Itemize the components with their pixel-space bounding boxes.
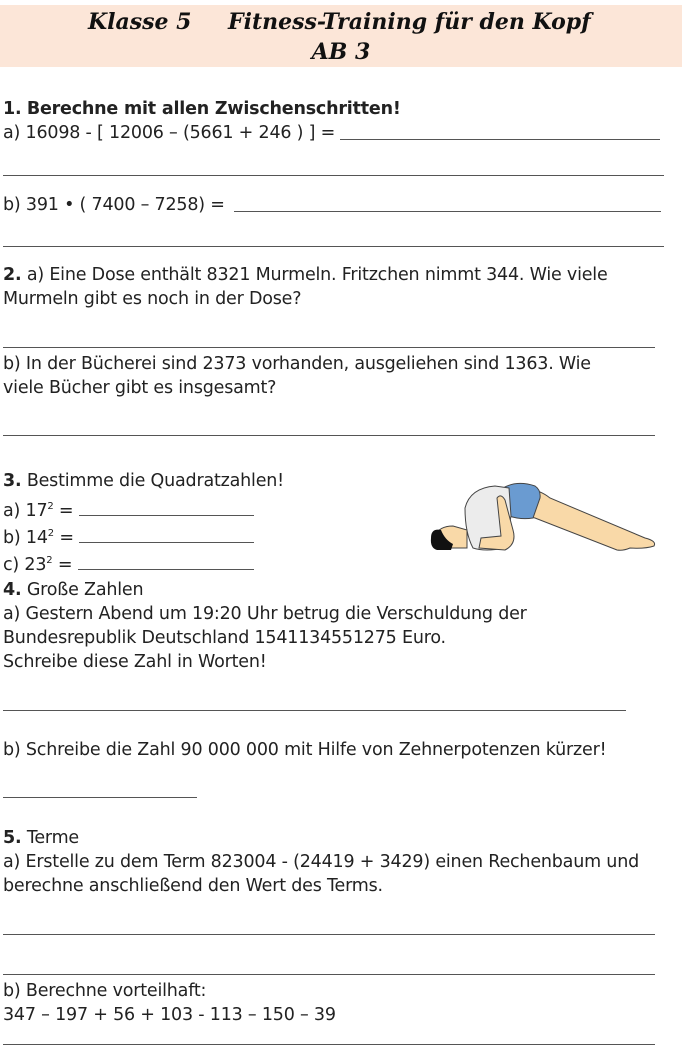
answer-line-5b[interactable] xyxy=(3,1044,655,1045)
task1-a: a) 16098 - [ 12006 – (5661 + 246 ) ] = xyxy=(3,123,336,143)
worksheet-title: Fitness-Training für den Kopf xyxy=(228,9,591,35)
task4-a-line2: Bundesrepublik Deutschland 1541134551275 Euro. xyxy=(3,628,446,648)
task2-a-line1: 2. a) Eine Dose enthält 8321 Murmeln. Fritzchen nimmt 344. Wie viele xyxy=(3,265,608,285)
yoga-plough-pose-icon xyxy=(425,478,660,558)
answer-line-3c[interactable] xyxy=(78,569,254,570)
answer-line-1a[interactable] xyxy=(340,139,660,140)
worksheet-subtitle: AB 3 xyxy=(311,39,371,65)
answer-line-2b[interactable] xyxy=(3,435,655,436)
task2-a-line2: Murmeln gibt es noch in der Dose? xyxy=(3,289,302,309)
task4-heading: 4. Große Zahlen xyxy=(3,580,144,600)
task2-b-line2: viele Bücher gibt es insgesamt? xyxy=(3,378,277,398)
answer-line-1a-2[interactable] xyxy=(3,175,664,176)
task4-a-line1: a) Gestern Abend um 19:20 Uhr betrug die Verschuldung der xyxy=(3,604,527,624)
answer-line-2a[interactable] xyxy=(3,347,655,348)
answer-line-1b[interactable] xyxy=(234,211,661,212)
task1-heading: 1. Berechne mit allen Zwischenschritten! xyxy=(3,99,401,119)
task5-heading: 5. Terme xyxy=(3,828,79,848)
class-label: Klasse 5 xyxy=(88,9,192,35)
task3-item-b: b) $14^2$ = xyxy=(3,528,74,548)
task4-a-line3: Schreibe diese Zahl in Worten! xyxy=(3,652,267,672)
task5-a-line1: a) Erstelle zu dem Term 823004 - (24419 + 3429) einen Rechenbaum und xyxy=(3,852,640,872)
answer-line-3a[interactable] xyxy=(79,515,254,516)
answer-line-5a-1[interactable] xyxy=(3,934,655,935)
task2-b-line1: b) In der Bücherei sind 2373 vorhanden, ausgeliehen sind 1363. Wie xyxy=(3,354,591,374)
task1-b: b) 391 • ( 7400 – 7258) = xyxy=(3,195,225,215)
task3-heading: 3. Bestimme die Quadratzahlen! xyxy=(3,471,284,491)
task4-b: b) Schreibe die Zahl 90 000 000 mit Hilfe von Zehnerpotenzen kürzer! xyxy=(3,740,607,760)
task3-item-c: c) $23^2$ = xyxy=(3,555,73,575)
answer-line-3b[interactable] xyxy=(79,542,254,543)
task3-item-a: a) $17^2$ = xyxy=(3,501,74,521)
answer-line-4b[interactable] xyxy=(3,797,197,798)
answer-line-4a[interactable] xyxy=(3,710,626,711)
answer-line-1b-2[interactable] xyxy=(3,246,664,247)
worksheet-header xyxy=(0,5,682,67)
task5-b-line2: 347 – 197 + 56 + 103 - 113 – 150 – 39 xyxy=(3,1005,336,1025)
answer-line-5a-2[interactable] xyxy=(3,974,655,975)
task5-a-line2: berechne anschließend den Wert des Terms. xyxy=(3,876,383,896)
task5-b-line1: b) Berechne vorteilhaft: xyxy=(3,981,207,1001)
